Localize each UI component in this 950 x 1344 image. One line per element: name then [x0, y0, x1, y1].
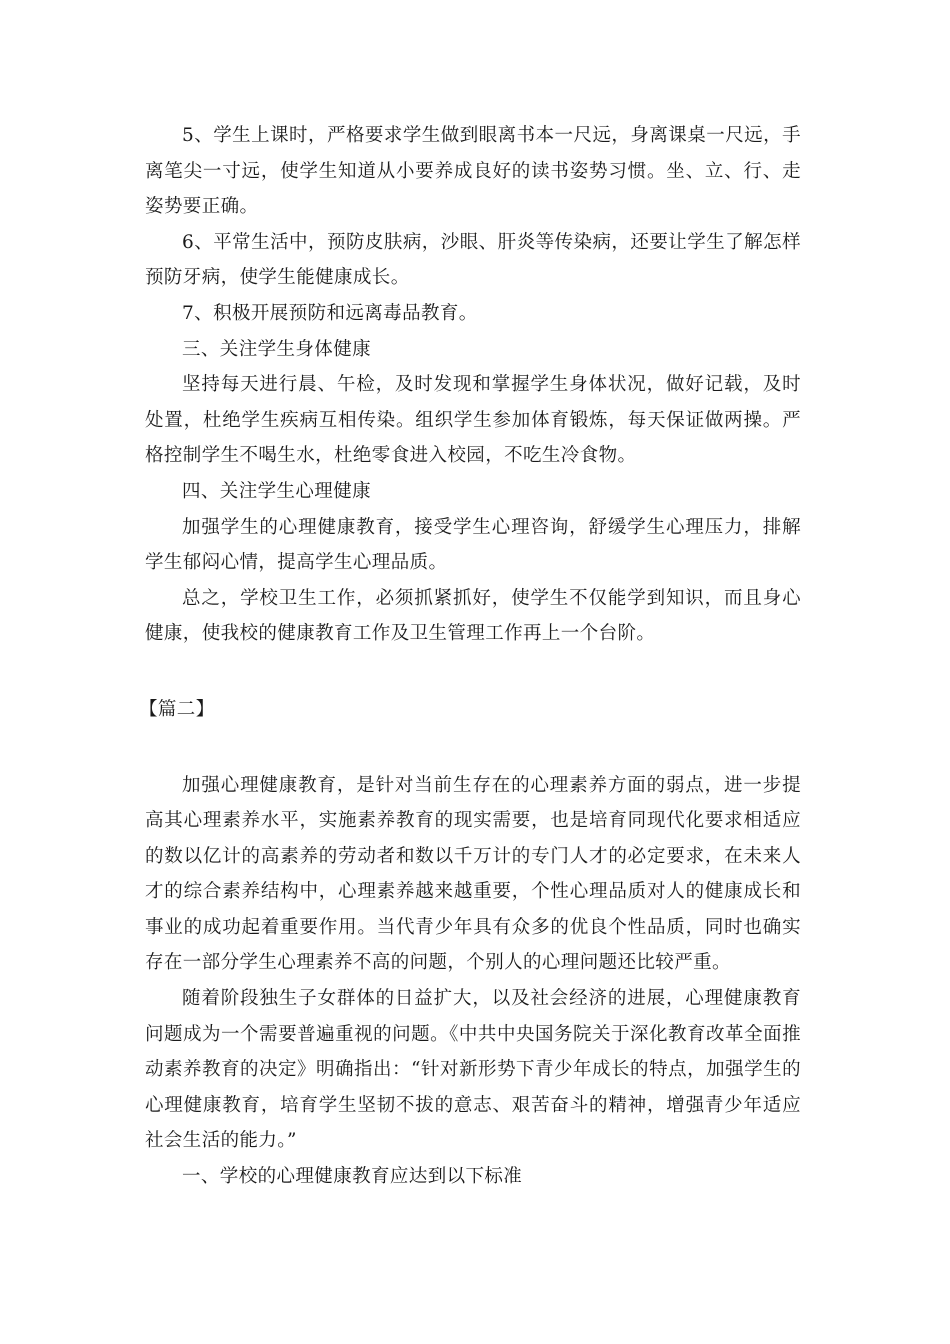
conclusion-paragraph: 总之，学校卫生工作，必须抓紧抓好，使学生不仅能学到知识，而且身心健康，使我校的健康教育工作及卫生管理工作再上一个台阶。 — [145, 587, 801, 645]
item-5-paragraph: 5、学生上课时，严格要求学生做到眼离书本一尺远，身离课桌一尺远，手离笔尖一寸远，使学生知道从小要养成良好的读书姿势习惯。坐、立、行、走姿势要正确。 — [145, 125, 801, 218]
part-2-paragraph-2: 随着阶段独生子女群体的日益扩大，以及社会经济的进展，心理健康教育问题成为一个需要普遍重视的问题。《中共中央国务院关于深化教育改革全面推动素养教育的决定》明确指出：“针对新形势下青少年成长的特点，加强学生的心理健康教育，培育学生坚韧不拔的意志、艰苦奋斗的精神，增强青少年适应社会生活的能力。” — [145, 988, 801, 1152]
section-4-body: 加强学生的心理健康教育，接受学生心理咨询，舒缓学生心理压力，排解学生郁闷心情，提高学生心理品质。 — [145, 516, 801, 574]
section-3-body: 坚持每天进行晨、午检，及时发现和掌握学生身体状况，做好记载，及时处置，杜绝学生疾病互相传染。组织学生参加体育锻炼，每天保证做两操。严格控制学生不喝生水，杜绝零食进入校园，不吃生冷食物。 — [145, 374, 801, 467]
section-3-title: 三、关注学生身体健康 — [182, 338, 372, 360]
item-6-paragraph: 6、平常生活中，预防皮肤病，沙眼、肝炎等传染病，还要让学生了解怎样预防牙病，使学生能健康成长。 — [145, 231, 801, 289]
section-4-title: 四、关注学生心理健康 — [182, 480, 372, 502]
part-2-heading: 【篇二】 — [139, 698, 215, 720]
part-2-content — [145, 768, 801, 1195]
part-2-paragraph-1: 加强心理健康教育，是针对当前生存在的心理素养方面的弱点，进一步提高其心理素养水平，实施素养教育的现实需要，也是培育同现代化要求相适应的数以亿计的高素养的劳动者和数以千万计的专门人才的必定要求，在未来人才的综合素养结构中，心理素养越来越重要，个性心理品质对人的健康成长和事业的成功起着重要作用。当代青少年具有众多的优良个性品质，同时也确实存在一部分学生心理素养不高的问题，个别人的心理问题还比较严重。 — [145, 774, 801, 974]
part-2-section-1-title: 一、学校的心理健康教育应达到以下标准 — [182, 1166, 523, 1188]
item-7-paragraph: 7、积极开展预防和远离毒品教育。 — [182, 302, 478, 324]
document-page — [139, 118, 801, 1195]
